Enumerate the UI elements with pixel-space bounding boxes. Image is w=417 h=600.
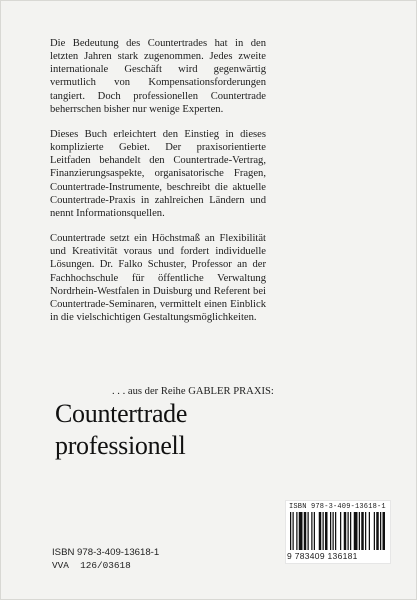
barcode-bar <box>311 512 312 550</box>
barcode-bar <box>314 512 315 550</box>
barcode-bar <box>380 512 381 550</box>
barcode-bar <box>296 512 297 550</box>
footer-vva: VVA 126/03618 <box>52 560 131 571</box>
barcode-bar <box>323 512 324 550</box>
series-intro: . . . aus der Reihe GABLER PRAXIS: <box>112 386 274 397</box>
barcode-bar <box>293 512 294 550</box>
barcode-bar <box>304 512 307 550</box>
book-title <box>55 398 187 462</box>
blurb-paragraph-3: Countertrade setzt ein Höchstmaß an Flexibilität und Kreativität voraus und fordert individuelle Lösungen. Dr. Falko Schuster, Professor an der Fachhochschule für öffentliche Verwaltung Nordrhein-Westfalen in Duisburg und Referent bei Countertrade-Seminaren, vermittelt einen Einblick in die vielschichtigen Gestaltungsmöglichkeiten. <box>50 233 266 323</box>
blurb-paragraph-2: Dieses Buch erleichtert den Einstieg in dieses komplizierte Gebiet. Der praxisorientierte Leitfaden behandelt den Countertrade-Vertrag, Finanzierungsaspekte, organisatorische Fragen, Countertrade-Instrumente, beschreibt die aktuelle Countertrade-Praxis in zahlreichen Ländern und nennt Informationsquellen. <box>50 128 266 219</box>
barcode-bar <box>290 512 291 550</box>
blurb-paragraph-1: Die Bedeutung des Countertrades hat in den letzten Jahren stark zugenommen. Jedes zweite internationale Geschäft wird gegenwärtig vermutlich von Kompensationsforderungen tangiert. Doch professionellen Countertrade beherrschen bisher nur wenige Experten. <box>50 38 266 115</box>
barcode-bar <box>330 512 331 550</box>
book-title-line-2: professionell <box>55 431 186 460</box>
barcode-bar <box>383 512 386 550</box>
barcode-bar <box>369 512 370 550</box>
barcode-bar <box>359 512 360 550</box>
barcode-bar <box>361 512 364 550</box>
barcode-bar <box>340 512 341 550</box>
blurb-text <box>50 37 266 336</box>
book-title-line-1: Countertrade <box>55 399 188 428</box>
barcode-bar <box>348 512 349 550</box>
barcode-digits: 9 783409 136181 <box>287 551 358 561</box>
barcode-bar <box>335 512 336 550</box>
barcode-bar <box>299 512 303 550</box>
barcode-bar <box>365 512 366 550</box>
barcode-bar <box>374 512 375 550</box>
barcode-bar <box>350 512 351 550</box>
barcode-bar <box>319 512 322 550</box>
barcode-bar <box>325 512 328 550</box>
barcode-bar <box>308 512 309 550</box>
barcode-bar <box>354 512 358 550</box>
barcode-isbn-text: ISBN 978-3-409-13618-1 <box>289 503 386 511</box>
barcode-bar <box>344 512 347 550</box>
barcode-bar <box>333 512 334 550</box>
barcode-icon <box>290 512 386 552</box>
barcode-label <box>285 500 391 564</box>
barcode-bar <box>376 512 379 550</box>
footer-isbn: ISBN 978-3-409-13618-1 <box>52 547 160 558</box>
